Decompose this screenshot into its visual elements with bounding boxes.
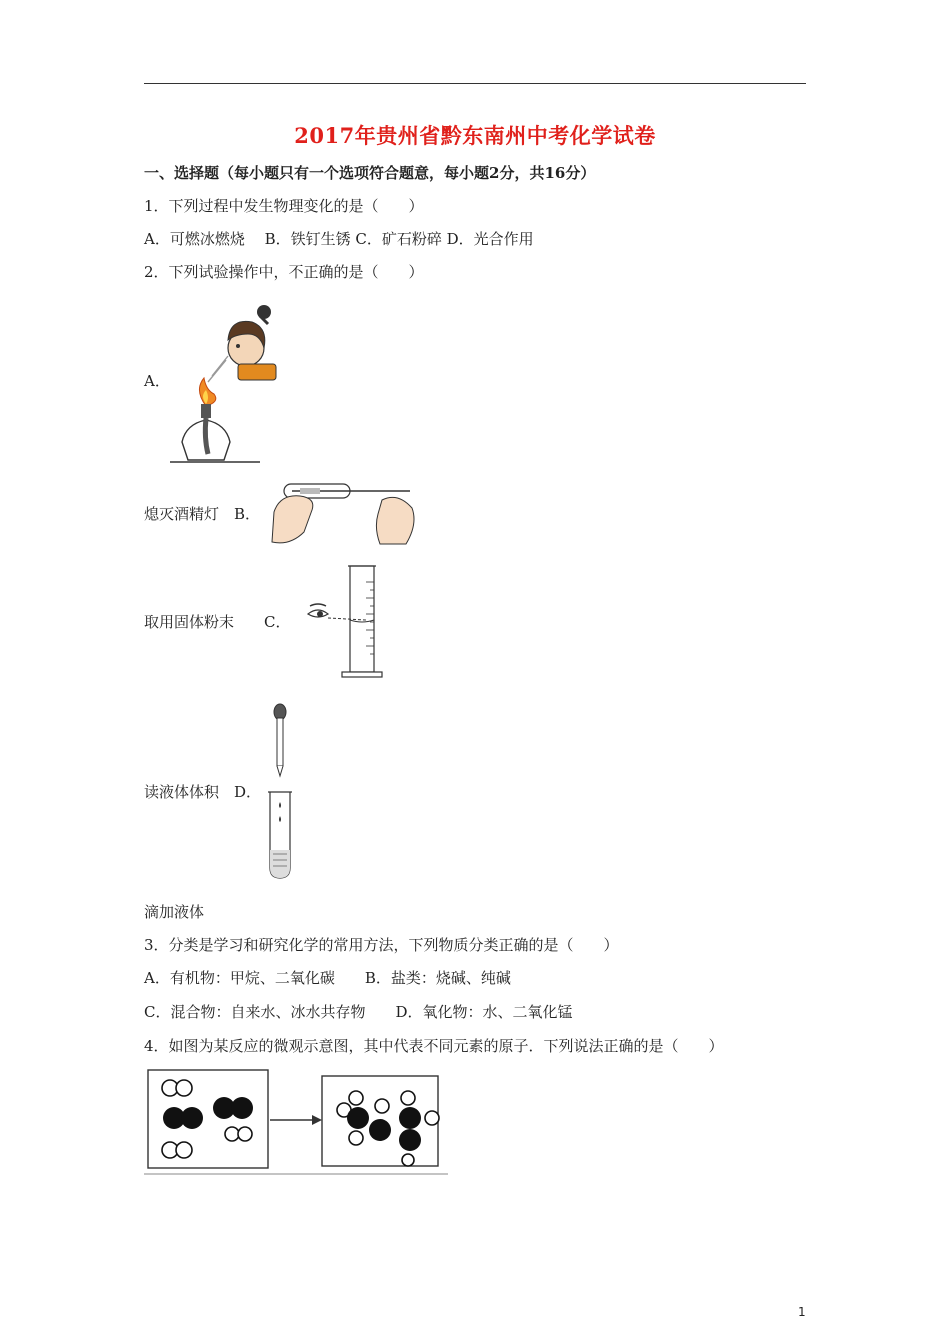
- option-c-label: C．: [264, 613, 291, 631]
- reaction-diagram-figure: [144, 1068, 448, 1176]
- page-number: 1: [798, 1305, 806, 1319]
- question-3-line-1: A．有机物：甲烷、二氧化碳 B．盐类：烧碱、纯碱: [144, 969, 511, 987]
- option-b-caption: 取用固体粉末 C．: [144, 613, 291, 631]
- alcohol-lamp-blowing-figure: [168, 298, 280, 466]
- option-d-label: D．: [234, 783, 262, 801]
- page-title: 2017年贵州省黔东南州中考化学试卷: [294, 123, 656, 148]
- graduated-cylinder-figure: [304, 562, 388, 680]
- section-heading: 一、选择题（每小题只有一个选项符合题意，每小题2分，共16分）: [144, 164, 596, 182]
- option-a-caption: 熄灭酒精灯 B．: [144, 505, 261, 523]
- option-a-label: A．: [144, 372, 170, 390]
- question-4-stem: 4．如图为某反应的微观示意图，其中代表不同元素的原子．下列说法正确的是（ ）: [144, 1037, 724, 1055]
- question-1-options: A．可燃冰燃烧 B．铁钉生锈 C．矿石粉碎 D．光合作用: [144, 230, 534, 248]
- dropper-test-tube-figure: [264, 700, 304, 882]
- option-c-caption: 读液体体积 D．: [144, 783, 262, 801]
- option-b-label: B．: [234, 505, 261, 523]
- header-rule: [144, 83, 806, 84]
- question-3-line-2: C．混合物：自来水、冰水共存物 D．氧化物：水、二氧化锰: [144, 1003, 573, 1021]
- question-2-stem: 2．下列试验操作中，不正确的是（ ）: [144, 263, 424, 281]
- question-1-stem: 1．下列过程中发生物理变化的是（ ）: [144, 197, 424, 215]
- question-3-stem: 3．分类是学习和研究化学的常用方法，下列物质分类正确的是（ ）: [144, 936, 619, 954]
- solid-powder-figure: [270, 472, 420, 548]
- option-d-caption: 滴加液体: [144, 903, 205, 921]
